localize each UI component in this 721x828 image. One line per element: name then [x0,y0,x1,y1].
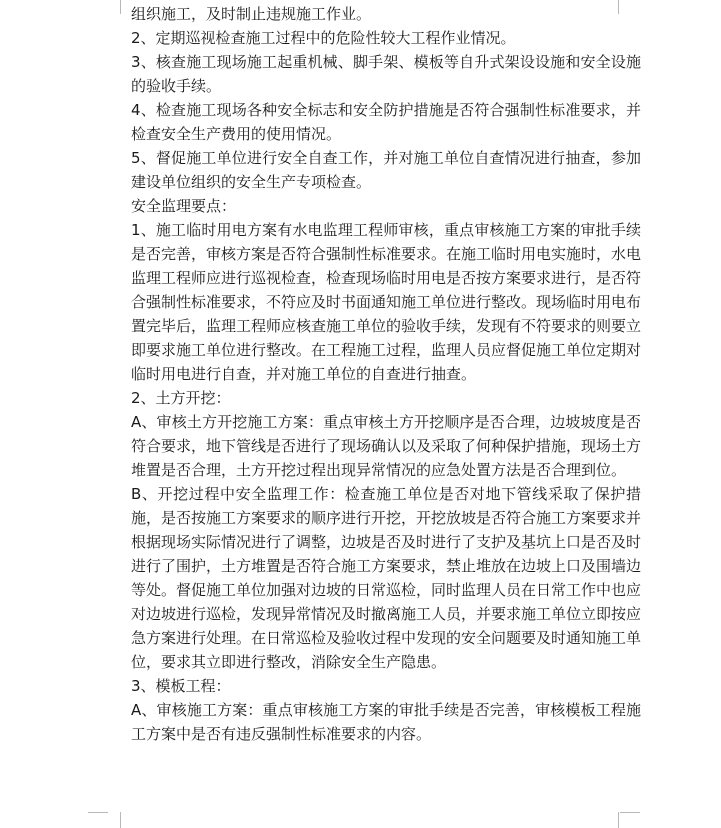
paragraph: 组织施工，及时制止违规施工作业。 [131,5,372,23]
section-heading: 3、模板工程： [131,677,231,695]
paragraph: 4、检查施工现场各种安全标志和安全防护措施是否符合强制性标准要求，并检查安全生产费用的使用情况。 [131,101,641,143]
page-corner-mark [618,812,635,828]
paragraph: 1、施工临时用电方案有水电监理工程师审核，重点审核施工方案的审批手续是否完善，审核方案是否符合强制性标准要求。在施工临时用电实施时，水电监理工程师应进行巡视检查，检查现场临时用电是否按方案要求进行，是否符合强制性标准要求，不符应及时书面通知施工单位进行整改。现场临时用电布置完毕后，监理工程师应核查施工单位的验收手续，发现有不符要求的则要立即要求施工单位进行整改。在工程施工过程，监理人员应督促施工单位定期对临时用电进行自查，并对施工单位的自查进行抽查。 [131,221,642,383]
section-heading: 2、土方开挖： [131,389,231,407]
document-body [131,2,641,746]
paragraph: 2、定期巡视检查施工过程中的危险性较大工程作业情况。 [131,29,516,47]
page-corner-mark [620,812,640,813]
page-corner-mark [88,812,108,813]
paragraph: 5、督促施工单位进行安全自查工作，并对施工单位自查情况进行抽查，参加建设单位组织的安全生产专项检查。 [131,149,641,191]
paragraph: B、开挖过程中安全监理工作：检查施工单位是否对地下管线采取了保护措施，是否按施工方案要求的顺序进行开挖，开挖放坡是否符合施工方案要求并根据现场实际情况进行了调整，边坡是否及时进行了支护及基坑上口是否及时进行了围护，土方堆置是否符合施工方案要求，禁止堆放在边坡上口及围墙边等处。督促施工单位加强对边坡的日常巡检，同时监理人员在日常工作中也应对边坡进行巡检，发现异常情况及时撤离施工人员，并要求施工单位立即按应急方案进行处理。在日常巡检及验收过程中发现的安全问题要及时通知施工单位，要求其立即进行整改，消除安全生产隐患。 [131,485,642,671]
paragraph: A、审核土方开挖施工方案：重点审核土方开挖顺序是否合理，边坡坡度是否符合要求，地下管线是否进行了现场确认以及采取了何种保护措施，现场土方堆置是否合理，土方开挖过程出现异常情况的应急处置方法是否合理到位。 [131,413,642,479]
page-corner-mark [104,812,121,828]
paragraph: A、审核施工方案：重点审核施工方案的审批手续是否完善，审核模板工程施工方案中是否有违反强制性标准要求的内容。 [131,701,641,743]
section-heading: 安全监理要点： [131,197,237,215]
page-corner-mark [104,0,121,14]
paragraph: 3、核查施工现场施工起重机械、脚手架、模板等自升式架设设施和安全设施的验收手续。 [131,53,641,95]
